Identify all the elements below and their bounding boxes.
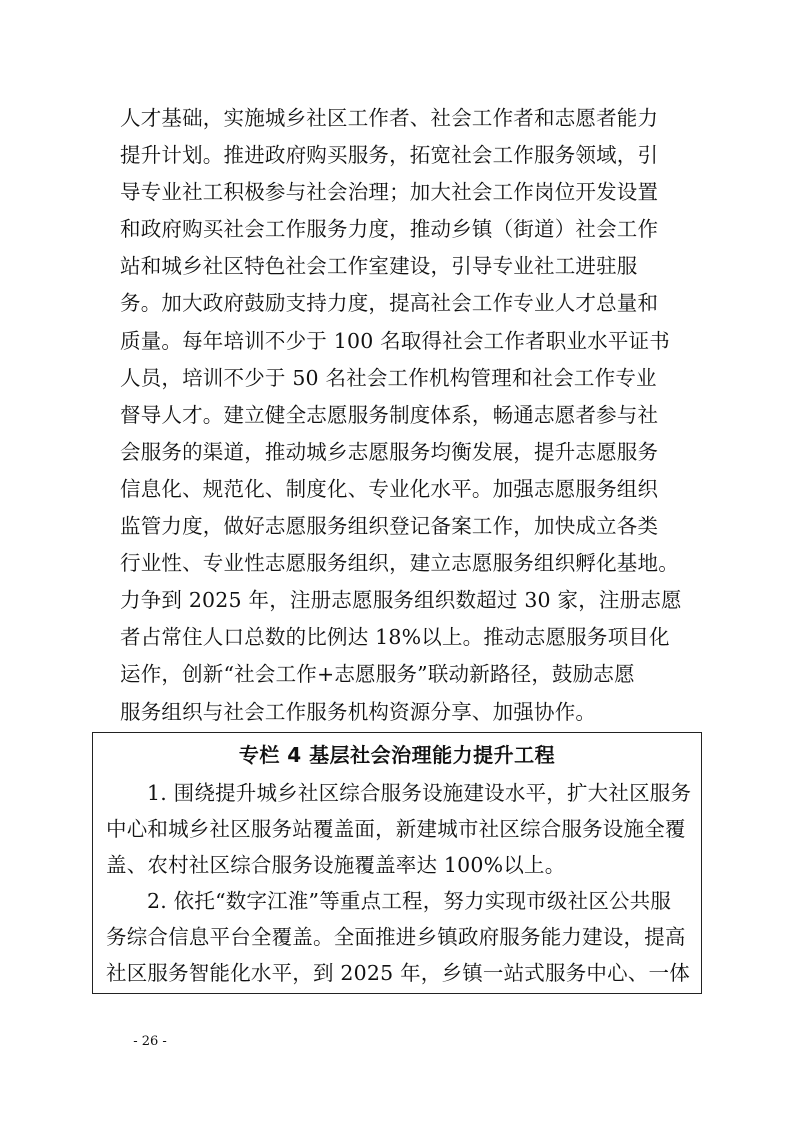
body-paragraph xyxy=(120,100,680,731)
page-number: - 26 - xyxy=(133,1034,167,1049)
column-box-body xyxy=(106,775,696,991)
column-box xyxy=(92,732,702,994)
box-text-line: 中心和城乡社区服务站覆盖面，新建城市社区综合服务设施全覆 xyxy=(106,817,686,841)
text-line: 质量。每年培训不少于 100 名取得社会工作者职业水平证书 xyxy=(120,328,670,353)
text-line: 站和城乡社区特色社会工作室建设，引导专业社工进驻服 xyxy=(120,254,638,279)
text-line: 督导人才。建立健全志愿服务制度体系，畅通志愿者参与社 xyxy=(120,402,659,427)
column-box-title: 专栏 4 基层社会治理能力提升工程 xyxy=(238,743,556,767)
text-line: 导专业社工积极参与社会治理；加大社会工作岗位开发设置 xyxy=(120,180,659,205)
text-line: 监管力度，做好志愿服务组织登记备案工作，加快成立各类 xyxy=(120,514,659,539)
text-line: 者占常住人口总数的比例达 18%以上。推动志愿服务项目化 xyxy=(120,625,670,650)
text-line: 人才基础，实施城乡社区工作者、社会工作者和志愿者能力 xyxy=(120,106,659,130)
text-line: 和政府购买社会工作服务力度，推动乡镇（街道）社会工作 xyxy=(120,217,659,242)
text-line: 运作，创新“社会工作+志愿服务”联动新路径，鼓励志愿 xyxy=(120,662,635,687)
text-line: 行业性、专业性志愿服务组织，建立志愿服务组织孵化基地。 xyxy=(120,551,679,576)
text-line: 服务组织与社会工作服务机构资源分享、加强协作。 xyxy=(120,699,597,724)
text-line: 提升计划。推进政府购买服务，拓宽社会工作服务领域，引 xyxy=(120,143,659,168)
box-text-line: 2. 依托“数字江淮”等重点工程，努力实现市级社区公共服 xyxy=(147,889,672,913)
box-text-line: 社区服务智能化水平，到 2025 年，乡镇一站式服务中心、一体 xyxy=(106,961,690,985)
text-line: 务。加大政府鼓励支持力度，提高社会工作专业人才总量和 xyxy=(120,291,659,316)
text-line: 会服务的渠道，推动城乡志愿服务均衡发展，提升志愿服务 xyxy=(120,439,659,464)
box-text-line: 务综合信息平台全覆盖。全面推进乡镇政府服务能力建设，提高 xyxy=(106,925,686,949)
text-line: 人员，培训不少于 50 名社会工作机构管理和社会工作专业 xyxy=(120,365,657,390)
box-text-line: 1. 围绕提升城乡社区综合服务设施建设水平，扩大社区服务 xyxy=(147,781,692,805)
text-line: 信息化、规范化、制度化、专业化水平。加强志愿服务组织 xyxy=(120,476,659,501)
text-line: 力争到 2025 年，注册志愿服务组织数超过 30 家，注册志愿 xyxy=(120,588,682,613)
box-text-line: 盖、农村社区综合服务设施覆盖率达 100%以上。 xyxy=(106,853,566,877)
